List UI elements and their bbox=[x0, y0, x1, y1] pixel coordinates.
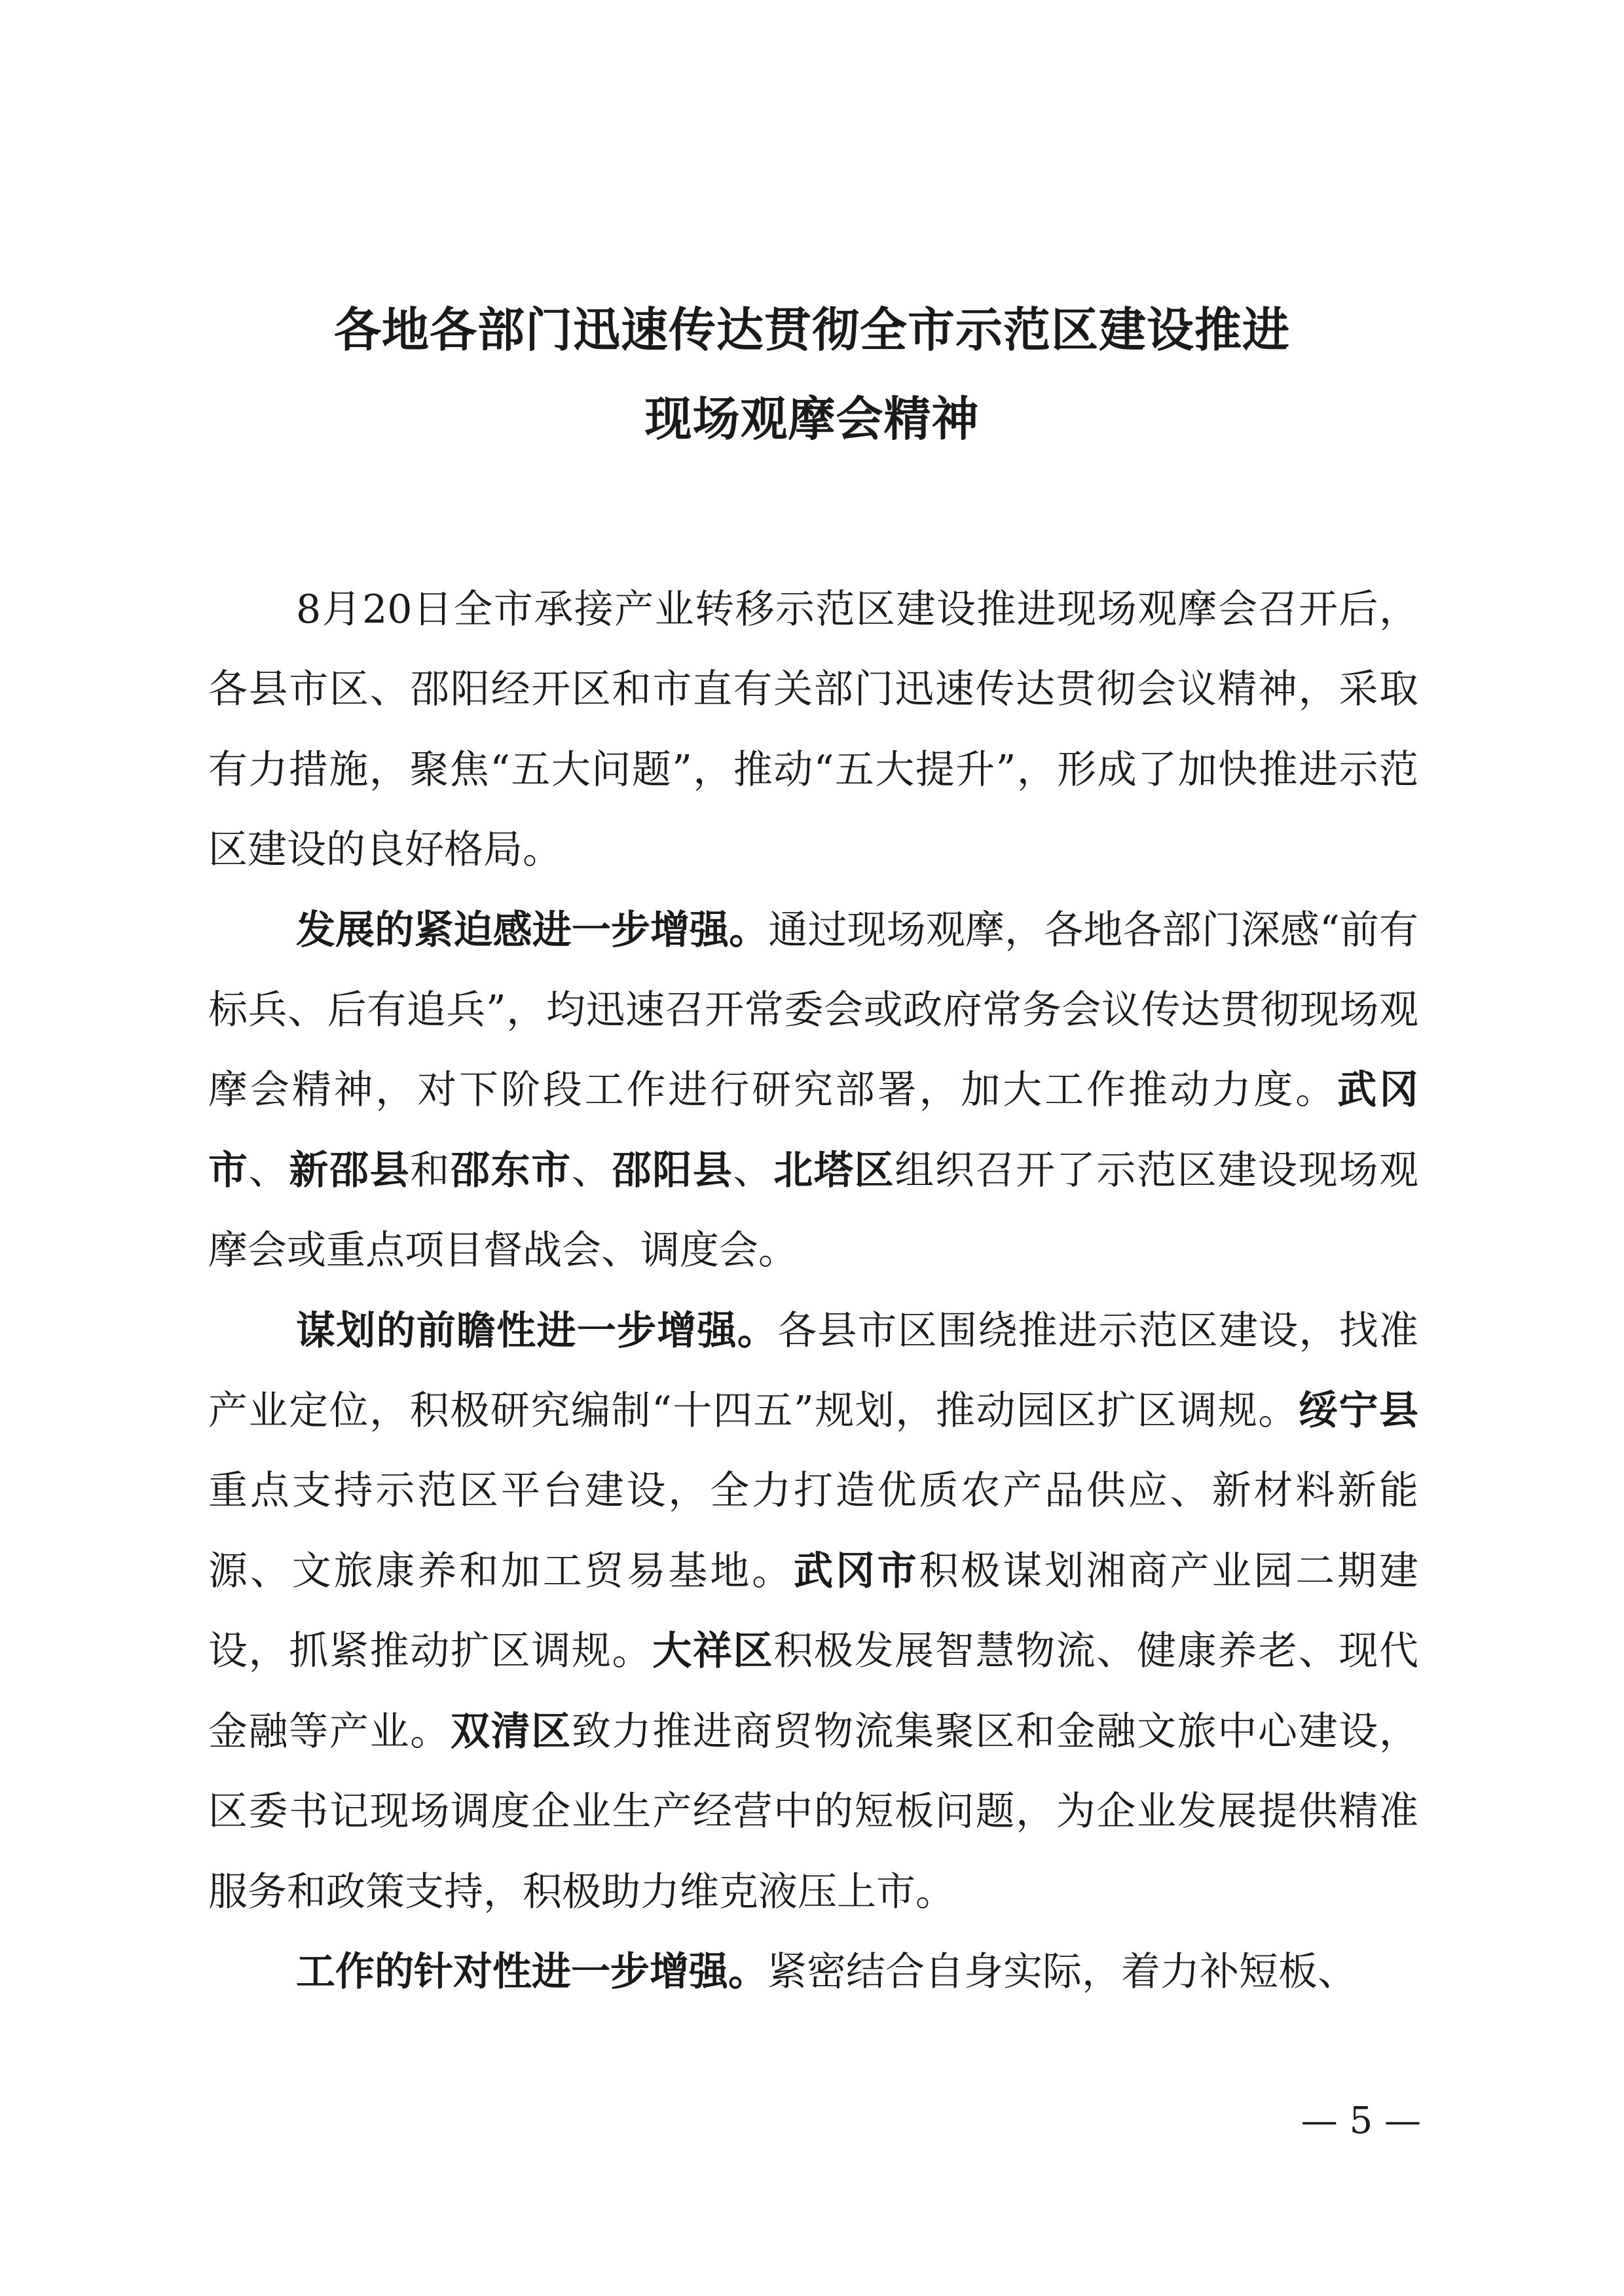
paragraph-heading: 发展的紧迫感进一步增强。 bbox=[296, 907, 769, 953]
paragraph-text: 通过现场观摩，各地各部门深感“前有标兵、后有追兵”，均迅速召开常委会或政府常务会议传达贯彻现场观摩会精神，对下阶段工作进行研究部署，加大工作推动力度。 bbox=[208, 907, 1419, 1114]
paragraph-text: 重点支持示范区平台建设，全力打造优质农产品供应、新材料新能源、文旅康养和加工贸易基地。 bbox=[208, 1468, 1418, 1594]
paragraph bbox=[208, 890, 1418, 1291]
paragraph-text: 致力推进商贸物流集聚区和金融文旅中心建设，区委书记现场调度企业生产经营中的短板问题，为企业发展提供精准服务和政策支持，积极助力维克液压上市。 bbox=[208, 1708, 1419, 1915]
place-name: 北塔区 bbox=[773, 1147, 895, 1194]
paragraph bbox=[208, 1932, 1418, 2012]
place-name: 新邵县 bbox=[289, 1147, 411, 1194]
document-body bbox=[208, 570, 1418, 2012]
page-number: — 5 — bbox=[1301, 2100, 1421, 2142]
paragraph-text: 积极发展智慧物流、健康养老、现代金融等产业。 bbox=[208, 1628, 1419, 1755]
paragraph-text: 组织召开了示范区建设现场观摩会或重点项目督战会、调度会。 bbox=[208, 1147, 1419, 1274]
place-name: 武冈市 bbox=[794, 1548, 919, 1594]
place-name: 大祥区 bbox=[652, 1628, 774, 1675]
paragraph-text: 、 bbox=[571, 1147, 612, 1194]
place-name: 绥宁县 bbox=[1298, 1388, 1418, 1434]
paragraph bbox=[208, 570, 1418, 890]
place-name: 武冈市 bbox=[208, 1067, 1419, 1194]
paragraph bbox=[208, 1291, 1418, 1932]
paragraph-text: 积极谋划湘商产业园二期建设，抓紧推动扩区调规。 bbox=[208, 1548, 1419, 1675]
paragraph-text: 紧密结合自身实际，着力补短板、 bbox=[767, 1948, 1357, 1995]
paragraph-text: 和 bbox=[410, 1147, 451, 1194]
place-name: 邵阳县 bbox=[612, 1147, 733, 1194]
paragraph-text: 、 bbox=[248, 1147, 289, 1194]
paragraph-text: 、 bbox=[733, 1147, 774, 1194]
place-name: 双清区 bbox=[450, 1708, 572, 1755]
document-title-line-1: 各地各部门迅速传达贯彻全市示范区建设推进 bbox=[333, 302, 1290, 357]
paragraph-text: 8月20日全市承接产业转移示范区建设推进现场观摩会召开后，各县市区、邵阳经开区和市直有关部门迅速传达贯彻会议精神，采取有力措施，聚焦“五大问题”，推动“五大提升”，形成了加快推进示范区建设的良好格局。 bbox=[208, 587, 1418, 873]
place-name: 邵东市 bbox=[450, 1147, 572, 1194]
paragraph-heading: 谋划的前瞻性进一步增强。 bbox=[296, 1307, 778, 1354]
paragraph-text: 各县市区围绕推进示范区建设，找准产业定位，积极研究编制“十四五”规划，推动园区扩区调规。 bbox=[208, 1307, 1419, 1434]
document-title-line-2: 现场观摩会精神 bbox=[644, 392, 980, 446]
paragraph-heading: 工作的针对性进一步增强。 bbox=[296, 1948, 767, 1995]
